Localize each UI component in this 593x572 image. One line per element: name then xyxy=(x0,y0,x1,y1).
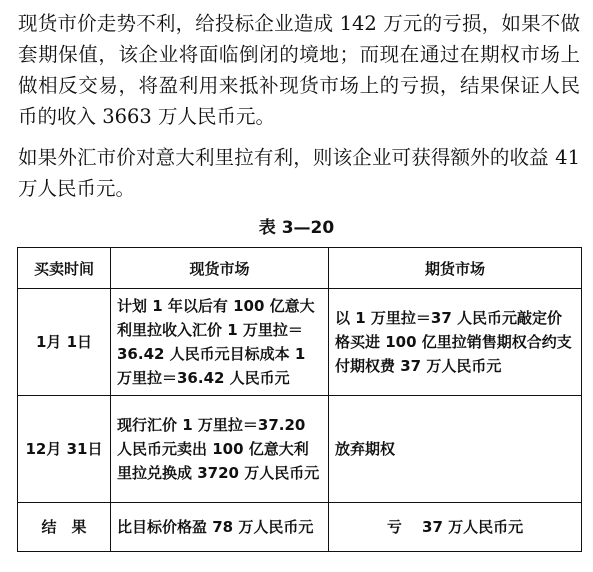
header-futures-market: 期货市场 xyxy=(329,248,582,289)
cell-futures: 以 1 万里拉＝37 人民币元敲定价格买进 100 亿里拉销售期权合约支付期权费 37 万人民币元 xyxy=(329,289,582,396)
comparison-table xyxy=(17,247,582,552)
header-time: 买卖时间 xyxy=(18,248,111,289)
cell-result-spot: 比目标价格盈 78 万人民币元 xyxy=(111,503,329,552)
cell-spot: 计划 1 年以后有 100 亿意大利里拉收入汇价 1 万里拉＝36.42 人民币元目标成本 1 万里拉＝36.42 人民币元 xyxy=(111,289,329,396)
cell-spot: 现行汇价 1 万里拉＝37.20 人民币元卖出 100 亿意大利里拉兑换成 3720 万人民币元 xyxy=(111,396,329,503)
table-row xyxy=(18,289,582,396)
cell-time: 12月 31日 xyxy=(18,396,111,503)
table-header-row xyxy=(18,248,582,289)
cell-time: 1月 1日 xyxy=(18,289,111,396)
cell-result-label: 结 果 xyxy=(18,503,111,552)
table-row xyxy=(18,396,582,503)
paragraph-2: 如果外汇市价对意大利里拉有利，则该企业可获得额外的收益 41 万人民币元。 xyxy=(18,146,580,200)
cell-futures: 放弃期权 xyxy=(329,396,582,503)
table-row-result xyxy=(18,503,582,552)
table-caption: 表 3—20 xyxy=(258,218,335,238)
paragraph-1: 现货市价走势不利，给投标企业造成 142 万元的亏损，如果不做套期保值，该企业将面临倒闭的境地；而现在通过在期权市场上做相反交易，将盈利用来抵补现货市场上的亏损，结果保证人民币的收入 3663 万人民币元。 xyxy=(18,12,580,128)
header-spot-market: 现货市场 xyxy=(111,248,329,289)
cell-result-futures: 亏 37 万人民币元 xyxy=(329,503,582,552)
